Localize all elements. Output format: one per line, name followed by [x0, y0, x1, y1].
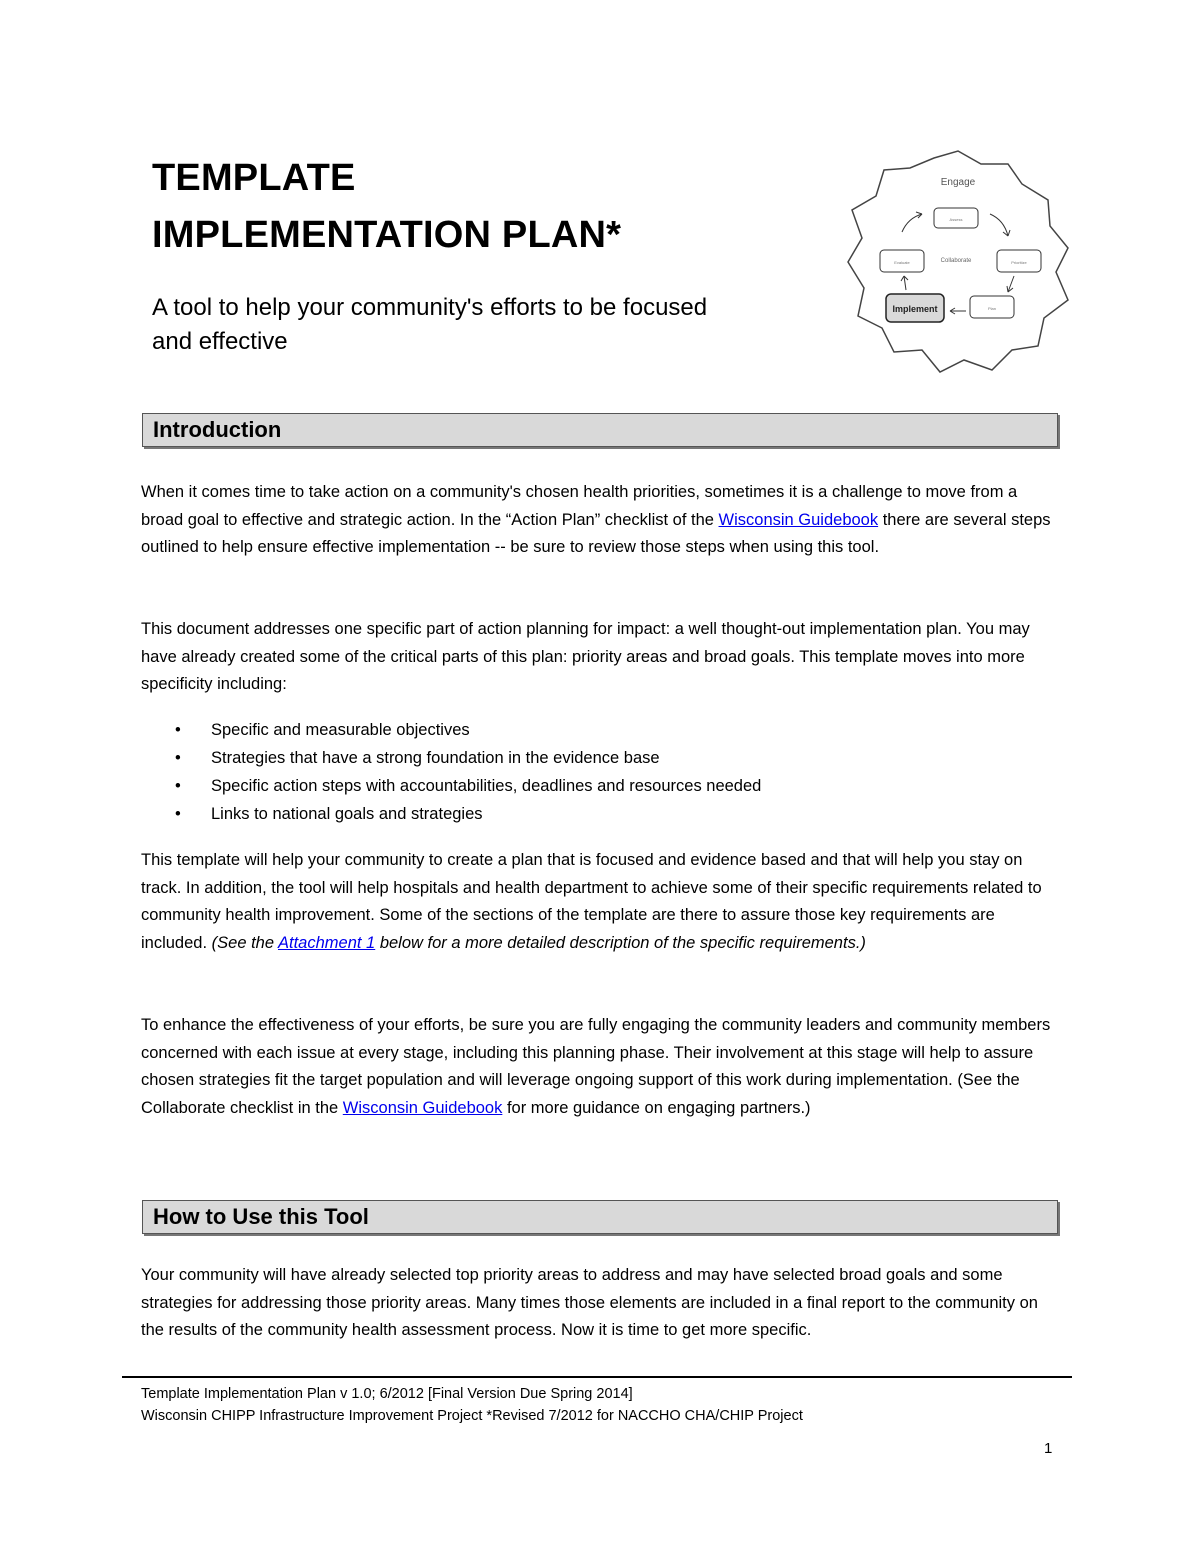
- diagram-outer-label: Engage: [940, 177, 976, 188]
- list-item: [141, 800, 761, 828]
- attachment-note: [212, 934, 866, 952]
- text-run: When it comes time to take action on a community's chosen health priorities, sometimes it is a challenge to move from a broad goal to effective and strategic action. In the “Action Plan” checklist of the: [141, 483, 1018, 529]
- diagram-step-assess: Assess: [949, 217, 963, 222]
- list-item-text: Specific action steps with accountabilities, deadlines and resources needed: [211, 777, 762, 795]
- attachment-1-link[interactable]: Attachment 1: [278, 933, 376, 952]
- section-header-how-to-use: [142, 1200, 1058, 1234]
- text-run: for more guidance on engaging partners.): [502, 1098, 811, 1117]
- diagram-step-implement: Implement: [892, 304, 938, 314]
- list-item-text: Specific and measurable objectives: [211, 721, 470, 739]
- list-item-text: Links to national goals and strategies: [211, 805, 483, 823]
- diagram-step-evaluate: Evaluate: [894, 260, 910, 265]
- footer-divider: [122, 1376, 1072, 1378]
- bullet-icon: •: [175, 749, 181, 767]
- title-line-2: IMPLEMENTATION PLAN*: [152, 214, 622, 256]
- diagram-step-plan: Plan: [987, 306, 997, 311]
- subtitle: A tool to help your community's efforts to be focused and effective: [152, 294, 708, 355]
- intro-paragraph-2: This document addresses one specific part of action planning for impact: a well thought-out implementation plan. You may have already created some of the critical parts of this plan: priority areas and broad goals. This template moves into more specificity including:: [141, 620, 1030, 693]
- section-header-introduction: [142, 413, 1058, 447]
- list-item-text: Strategies that have a strong foundation in the evidence base: [211, 749, 660, 767]
- section-heading: How to Use this Tool: [153, 1204, 369, 1229]
- wisconsin-guidebook-link[interactable]: Wisconsin Guidebook: [718, 510, 879, 529]
- page-title: [152, 150, 621, 264]
- how-to-use-paragraph-1: Your community will have already selected top priority areas to address and may have selected broad goals and some strategies for addressing those priority areas. Many times those elements are included in a final report to the community on the results of the community health assessment process. Now it is time to get more specific.: [141, 1266, 1038, 1339]
- footer-line-1: Template Implementation Plan v 1.0; 6/2012 [Final Version Due Spring 2014]: [141, 1386, 633, 1402]
- objectives-bullet-list: [141, 716, 761, 828]
- title-line-1: TEMPLATE: [152, 157, 356, 199]
- text-run: (See the: [211, 933, 278, 952]
- bullet-icon: •: [175, 805, 181, 823]
- list-item: [141, 716, 761, 744]
- list-item: [141, 772, 761, 800]
- wisconsin-guidebook-link-2[interactable]: Wisconsin Guidebook: [342, 1098, 503, 1117]
- section-heading: Introduction: [153, 417, 282, 442]
- cycle-diagram: [844, 148, 1072, 374]
- footer: [141, 1383, 803, 1427]
- footer-line-2: Wisconsin CHIPP Infrastructure Improvement Project *Revised 7/2012 for NACCHO CHA/CHIP Project: [141, 1408, 803, 1424]
- intro-paragraph-4: [141, 1012, 1061, 1122]
- text-run: To enhance the effectiveness of your efforts, be sure you are fully engaging the community leaders and community members concerned with each issue at every stage, including this planning phase. Their involvement at this stage will help to assure chosen strategies fit the target population and will leverage ongoing support of this work during implementation. (See the Collaborate checklist in the: [141, 1016, 1051, 1117]
- diagram-center-label: Collaborate: [940, 258, 972, 264]
- page-number: 1: [1044, 1440, 1053, 1457]
- text-run: there are several steps outlined to help ensure effective implementation -- be sure to review those steps when using this tool.: [141, 510, 1051, 556]
- intro-paragraph-1: [141, 479, 1061, 562]
- text-run: below for a more detailed description of the specific requirements.): [375, 933, 866, 952]
- list-item: [141, 744, 761, 772]
- bullet-icon: •: [175, 721, 181, 739]
- bullet-icon: •: [175, 777, 181, 795]
- intro-paragraph-3: [141, 847, 1061, 957]
- text-run: This template will help your community to create a plan that is focused and evidence based and that will help you stay on track. In addition, the tool will help hospitals and health department to achieve some of their specific requirements related to community health improvement. Some of the sections of the template are there to assure those key requirements are included.: [141, 851, 1042, 952]
- diagram-step-prioritize: Prioritize: [1011, 260, 1027, 265]
